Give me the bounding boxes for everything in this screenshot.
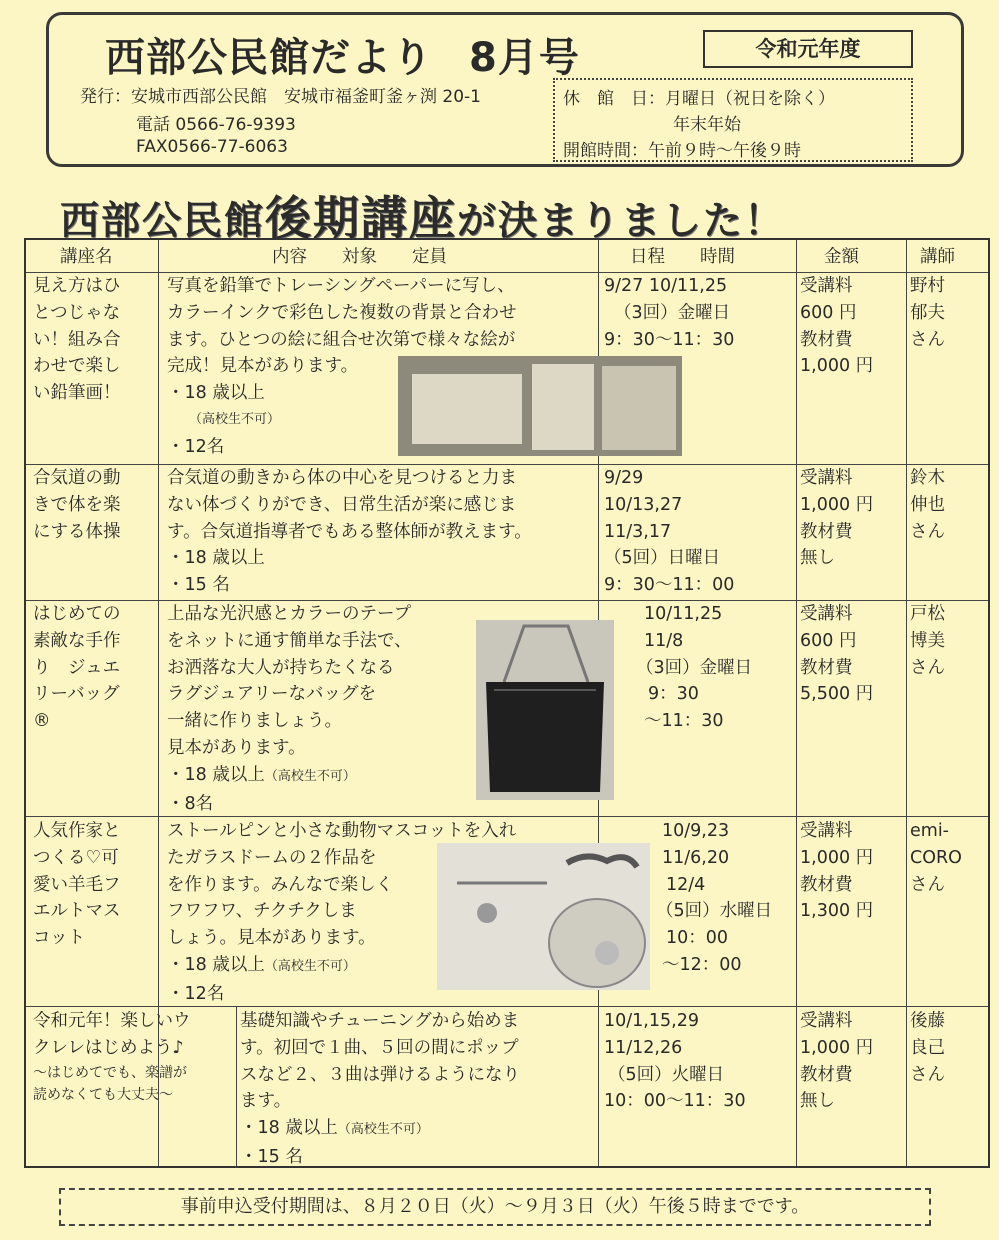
closed-days: 休 館 日：月曜日（祝日を除く） <box>563 89 835 109</box>
closed-extra: 年末年始 <box>673 115 741 135</box>
header-schedule: 日程 時間 <box>630 247 735 267</box>
row4-content: ストールピンと小さな動物マスコットを入れ たガラスドームの２作品を を作ります。みんなで楽しく フワフワ、チクチクしま しょう。見本があります。 ・18 歳以上（高校生不可） ・12名 <box>167 821 517 1004</box>
row3-teacher: 戸松 博美 さん <box>910 604 945 678</box>
application-period-note: 事前申込受付期間は、８月２０日（火）～９月３日（火）午後５時までです。 <box>59 1188 931 1226</box>
row3-schedule: 10/11,25 11/8 （3回）金曜日 9：30 ～11：30 <box>636 604 753 732</box>
row1-content: 写真を鉛筆でトレーシングペーパーに写し、 カラーインクで彩色した複数の背景と合わせ ます。ひとつの絵に組合せ次第で様々な絵が 完成！見本があります。 ・18 歳以上 （高校生不可） ・12名 <box>167 276 517 457</box>
header-teacher: 講師 <box>920 247 955 267</box>
row2-teacher: 鈴木 伸也 さん <box>910 468 945 542</box>
row4-schedule: 10/9,23 11/6,20 12/4 （5回）水曜日 10：00 ～12：00 <box>656 821 773 975</box>
header-content: 内容 対象 定員 <box>272 247 447 267</box>
row4-fee: 受講料 1,000 円 教材費 1,300 円 <box>800 821 874 922</box>
headline-banner: 西部公民館後期講座が決まりました！ <box>60 191 786 245</box>
open-hours: 開館時間：午前９時～午後９時 <box>563 141 801 161</box>
header-fee: 金額 <box>824 247 859 267</box>
row5-content: 基礎知識やチューニングから始めま す。初回で１曲、５回の間にポップ スなど２、３曲は弾けるようになり ます。 ・18 歳以上（高校生不可） ・15 名 <box>240 1011 520 1167</box>
row1-schedule: 9/27 10/11,25 （3回）金曜日 9：30～11：30 <box>604 276 735 350</box>
row5-course-name: 令和元年！楽しいウ クレレはじめよう♪ ～はじめてでも、楽譜が 読めなくても大丈夫～ <box>33 1011 191 1103</box>
fax-number: FAX0566-77-6063 <box>136 137 288 157</box>
row5-fee: 受講料 1,000 円 教材費 無し <box>800 1011 874 1112</box>
row2-course-name: 合気道の動 きで体を楽 にする体操 <box>33 468 121 542</box>
row1-fee: 受講料 600 円 教材費 1,000 円 <box>800 276 874 377</box>
row4-teacher: emi- CORO さん <box>910 821 962 895</box>
pencil-drawing-sample-photo <box>398 356 682 456</box>
felt-mascot-sample-photo <box>437 843 650 990</box>
row1-course-name: 見え方はひ とつじゃな い！組み合 わせで楽し い鉛筆画！ <box>33 276 121 404</box>
row2-content: 合気道の動きから体の中心を見つけると力ま ない体づくりができ、日常生活が楽に感じま す。合気道指導者でもある整体師が教えます。 ・18 歳以上 ・15 名 <box>167 468 532 596</box>
row3-content: 上品な光沢感とカラーのテープ をネットに通す簡単な手法で、 お洒落な大人が持ちたくなる ラグジュアリーなバッグを 一緒に作りましょう。 見本があります。 ・18 歳以上（高校生不可） ・8名 <box>167 604 412 814</box>
row3-fee: 受講料 600 円 教材費 5,500 円 <box>800 604 874 705</box>
row2-schedule: 9/29 10/13,27 11/3,17 （5回）日曜日 9：30～11：00 <box>604 468 735 596</box>
row4-course-name: 人気作家と つくる♡可 愛い羊毛フ エルトマス コット <box>33 821 121 949</box>
row2-fee: 受講料 1,000 円 教材費 無し <box>800 468 874 569</box>
era-label: 令和元年度 <box>703 30 913 68</box>
jewelry-bag-sample-photo <box>476 620 614 800</box>
row5-schedule: 10/1,15,29 11/12,26 （5回）火曜日 10：00～11：30 <box>604 1011 746 1112</box>
newsletter-title: 西部公民館だより 8月号 <box>105 35 580 81</box>
phone-number: 電話 0566-76-9393 <box>136 115 296 135</box>
row3-course-name: はじめての 素敵な手作 り ジュエ リーバッグ ® <box>33 604 121 732</box>
opening-hours-box <box>553 78 913 162</box>
issue-label: 8月号 <box>469 35 580 81</box>
row1-teacher: 野村 郁夫 さん <box>910 276 945 350</box>
row5-teacher: 後藤 良己 さん <box>910 1011 945 1085</box>
header-course-name: 講座名 <box>60 247 113 267</box>
publisher-line: 発行：安城市西部公民館 安城市福釜町釜ヶ渕 20-1 <box>80 87 481 107</box>
